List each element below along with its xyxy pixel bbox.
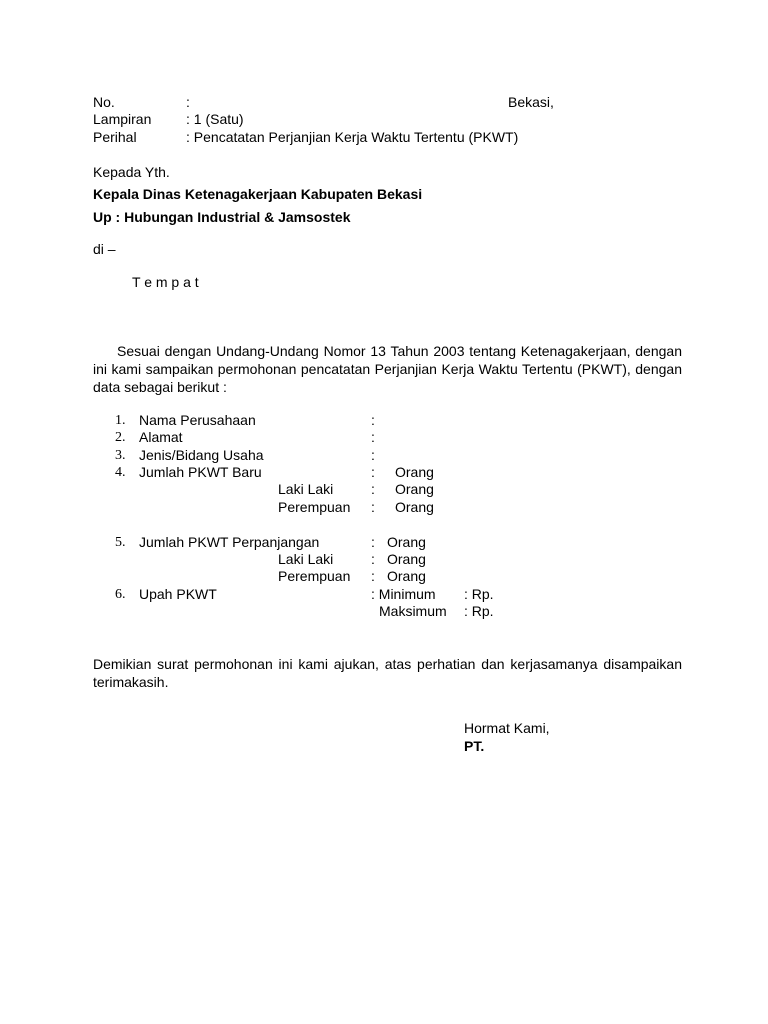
item-colon: : bbox=[371, 464, 375, 480]
wage-max-label: Maksimum bbox=[379, 603, 447, 619]
recipient-di: di – bbox=[93, 241, 116, 257]
sub-label: Laki Laki bbox=[278, 551, 334, 567]
intro-paragraph bbox=[93, 342, 682, 396]
no-colon: : bbox=[186, 94, 190, 110]
sub-unit: Orang bbox=[395, 499, 434, 515]
sub-label: Perempuan bbox=[278, 499, 351, 515]
sub-colon: : bbox=[371, 568, 375, 584]
item-label: Jenis/Bidang Usaha bbox=[139, 447, 264, 463]
item-number: 2. bbox=[115, 430, 126, 445]
recipient-name: Kepala Dinas Ketenagakerjaan Kabupaten Bekasi bbox=[93, 186, 423, 202]
lampiran-value: : 1 (Satu) bbox=[186, 111, 244, 127]
sub-unit: Orang bbox=[387, 568, 426, 584]
perihal-value: : Pencatatan Perjanjian Kerja Waktu Tertentu (PKWT) bbox=[186, 129, 519, 145]
sub-unit: Orang bbox=[395, 481, 434, 497]
recipient-tempat: T e m p a t bbox=[132, 274, 199, 290]
item-colon: : bbox=[371, 447, 375, 463]
item-label: Jumlah PKWT Perpanjangan bbox=[139, 534, 320, 550]
item-label: Jumlah PKWT Baru bbox=[139, 464, 262, 480]
sub-colon: : bbox=[371, 499, 375, 515]
item-colon: : bbox=[371, 429, 375, 445]
item-label: Upah PKWT bbox=[139, 586, 217, 602]
item-number: 6. bbox=[115, 587, 126, 602]
item-label: Nama Perusahaan bbox=[139, 412, 256, 428]
recipient-greeting: Kepada Yth. bbox=[93, 164, 170, 180]
sub-colon: : bbox=[371, 551, 375, 567]
perihal-label: Perihal bbox=[93, 129, 137, 145]
item-number: 3. bbox=[115, 448, 126, 463]
item-label: Alamat bbox=[139, 429, 183, 445]
item-unit: Orang bbox=[387, 534, 426, 550]
sub-colon: : bbox=[371, 481, 375, 497]
item-number: 1. bbox=[115, 413, 126, 428]
sub-label: Laki Laki bbox=[278, 481, 334, 497]
wage-min-label: : Minimum bbox=[371, 586, 436, 602]
lampiran-label: Lampiran bbox=[93, 111, 152, 127]
item-number: 5. bbox=[115, 535, 126, 550]
signature-company: PT. bbox=[464, 738, 485, 754]
city-date: Bekasi, bbox=[508, 94, 554, 110]
wage-max-value: : Rp. bbox=[464, 603, 494, 619]
signature-regards: Hormat Kami, bbox=[464, 720, 550, 736]
item-number: 4. bbox=[115, 465, 126, 480]
sub-label: Perempuan bbox=[278, 568, 351, 584]
no-label: No. bbox=[93, 94, 115, 110]
item-colon: : bbox=[371, 534, 375, 550]
sub-unit: Orang bbox=[387, 551, 426, 567]
item-colon: : bbox=[371, 412, 375, 428]
wage-min-value: : Rp. bbox=[464, 586, 494, 602]
intro-text: Sesuai dengan Undang-Undang Nomor 13 Tahun 2003 tentang Ketenagakerjaan, dengan ini kami sampaikan permohonan pencatatan Perjanjian Kerja Waktu Tertentu (PKWT), dengan data sebagai berikut : bbox=[93, 343, 682, 395]
recipient-up: Up : Hubungan Industrial & Jamsostek bbox=[93, 209, 351, 225]
closing-paragraph: Demikian surat permohonan ini kami ajukan, atas perhatian dan kerjasamanya disampaikan terimakasih. bbox=[93, 656, 682, 690]
item-unit: Orang bbox=[395, 464, 434, 480]
